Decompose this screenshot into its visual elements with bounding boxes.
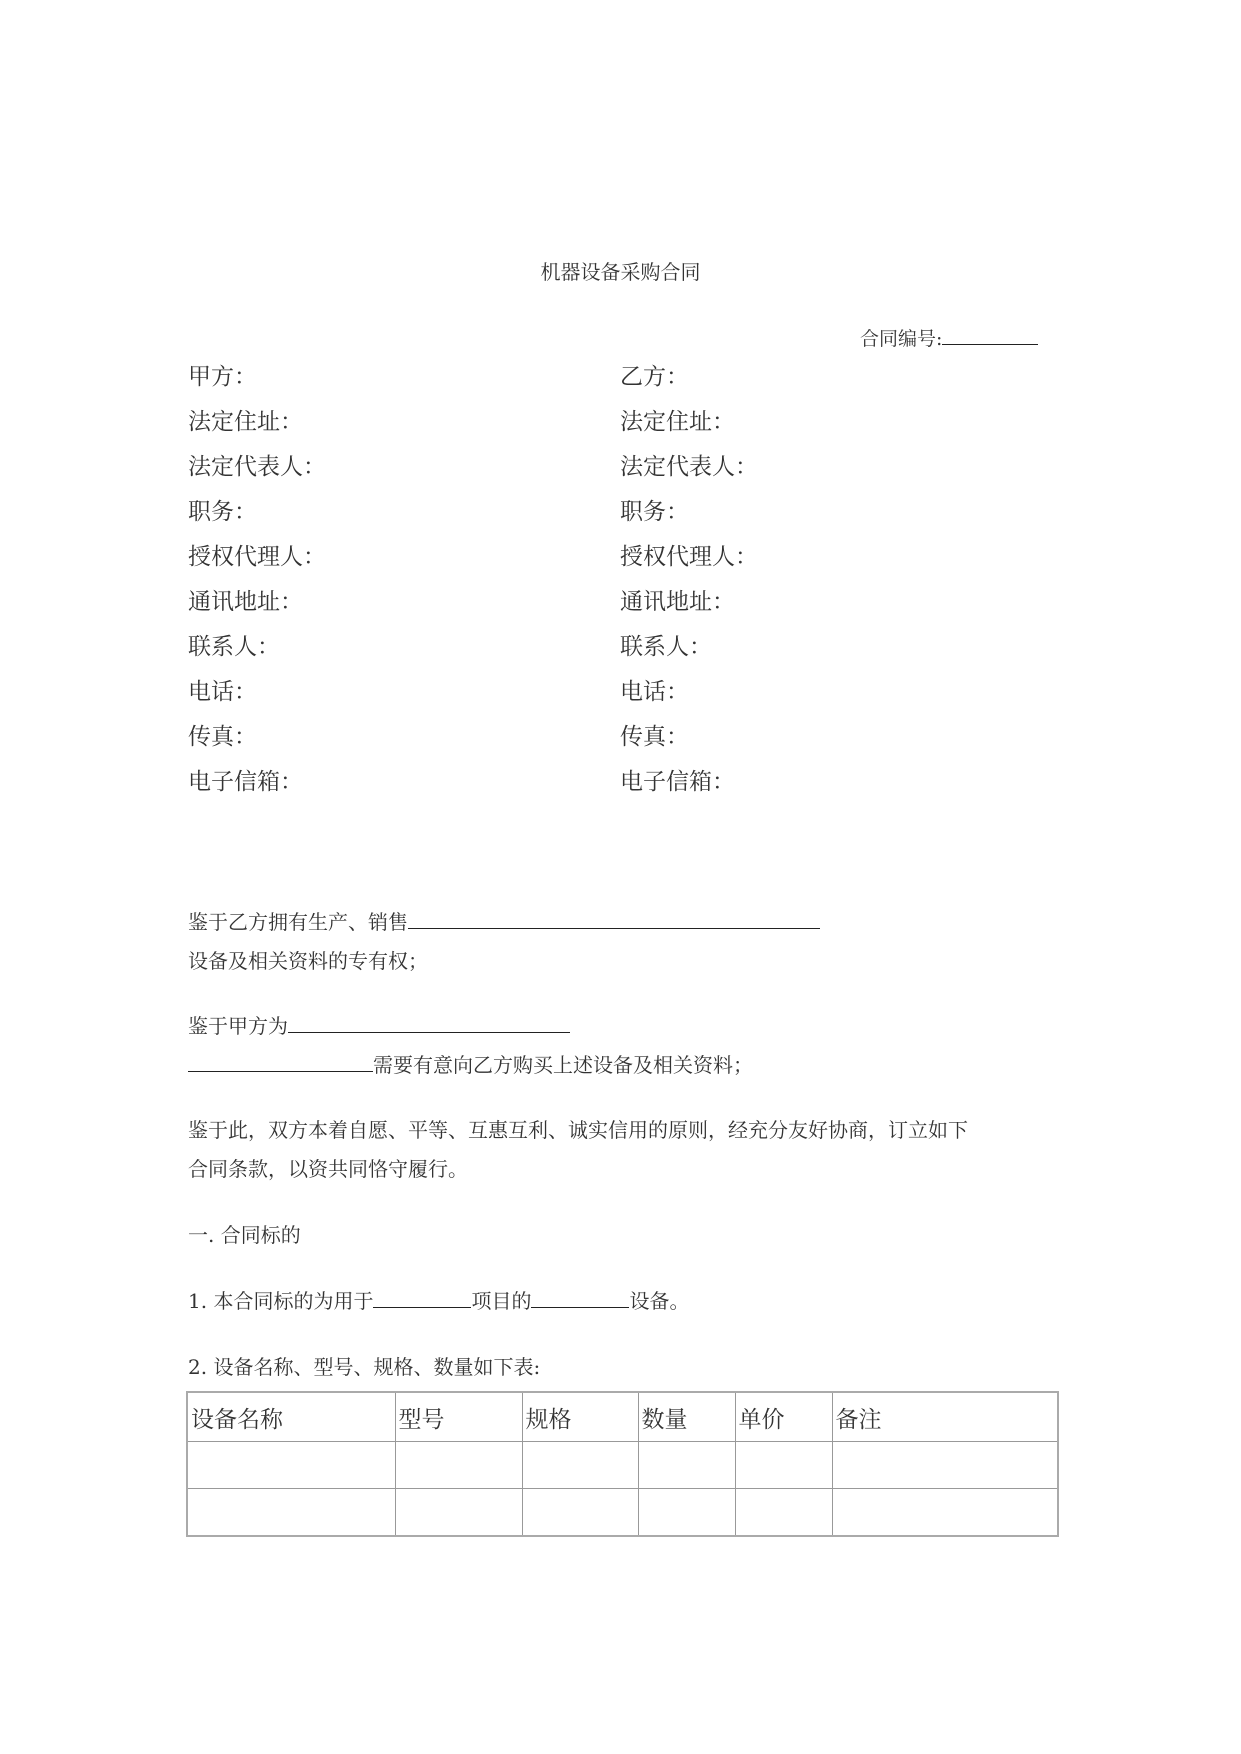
recital-2-suffix: 需要有意向乙方购买上述设备及相关资料；: [373, 1053, 753, 1077]
party-b-agent: 授权代理人：: [620, 544, 758, 570]
contract-number-label: 合同编号:: [860, 328, 943, 350]
clause-1: [188, 1285, 689, 1314]
table-header-row: [187, 1392, 1058, 1442]
party-a-position: 职务：: [188, 499, 257, 525]
party-a-fax: 传真：: [188, 724, 257, 750]
party-b-phone: 电话：: [620, 679, 689, 705]
clause-2: 2. 设备名称、型号、规格、数量如下表:: [188, 1355, 541, 1379]
party-a-phone: 电话：: [188, 679, 257, 705]
party-a-contact: 联系人：: [188, 634, 280, 660]
clause-1-part-1: 1. 本合同标的为用于: [188, 1289, 374, 1313]
party-a-address: 法定住址：: [188, 409, 303, 435]
contract-number: [860, 324, 1038, 351]
table-cell[interactable]: [638, 1442, 735, 1489]
header-equipment-name: 设备名称: [187, 1392, 395, 1442]
recital-2-purpose-blank[interactable]: [288, 1012, 570, 1033]
table-cell[interactable]: [832, 1442, 1058, 1489]
clause-1-project-blank[interactable]: [373, 1287, 471, 1308]
header-quantity: 数量: [638, 1392, 735, 1442]
recital-3-line-1: 鉴于此，双方本着自愿、平等、互惠互利、诚实信用的原则，经充分友好协商，订立如下: [188, 1118, 968, 1142]
table-cell[interactable]: [522, 1442, 638, 1489]
section-1-heading: 一. 合同标的: [188, 1223, 301, 1247]
recital-3-line-2: 合同条款，以资共同恪守履行。: [188, 1157, 468, 1181]
party-b-contact: 联系人：: [620, 634, 712, 660]
table-cell[interactable]: [395, 1442, 522, 1489]
header-unit-price: 单价: [735, 1392, 832, 1442]
party-a-email: 电子信箱：: [188, 769, 303, 795]
table-row: [187, 1489, 1058, 1537]
header-spec: 规格: [522, 1392, 638, 1442]
clause-1-part-3: 设备。: [629, 1289, 690, 1313]
table-cell[interactable]: [735, 1442, 832, 1489]
recital-1-line-2: 设备及相关资料的专有权；: [188, 949, 428, 973]
table-cell[interactable]: [638, 1489, 735, 1537]
party-a-agent: 授权代理人：: [188, 544, 326, 570]
recital-2-line-2: [188, 1049, 753, 1078]
recital-1-prefix: 鉴于乙方拥有生产、销售: [188, 910, 408, 934]
table-cell[interactable]: [187, 1489, 395, 1537]
header-model: 型号: [395, 1392, 522, 1442]
document-title: 机器设备采购合同: [540, 260, 701, 284]
recital-2-continuation-blank[interactable]: [188, 1051, 373, 1072]
clause-1-equipment-blank[interactable]: [531, 1287, 629, 1308]
recital-1-line-1: [188, 906, 820, 935]
equipment-table: [186, 1391, 1059, 1537]
party-b-legal-rep: 法定代表人：: [620, 454, 758, 480]
party-b-position: 职务：: [620, 499, 689, 525]
table-cell[interactable]: [187, 1442, 395, 1489]
clause-1-part-2: 项目的: [471, 1289, 532, 1313]
table-cell[interactable]: [522, 1489, 638, 1537]
table-cell[interactable]: [832, 1489, 1058, 1537]
recital-1-product-blank[interactable]: [408, 908, 820, 929]
table-cell[interactable]: [735, 1489, 832, 1537]
recital-2-prefix: 鉴于甲方为: [188, 1014, 288, 1038]
party-a-mail-address: 通讯地址：: [188, 589, 303, 615]
table-cell[interactable]: [395, 1489, 522, 1537]
party-b-name: 乙方：: [620, 364, 689, 390]
header-remarks: 备注: [832, 1392, 1058, 1442]
table-row: [187, 1442, 1058, 1489]
party-b-mail-address: 通讯地址：: [620, 589, 735, 615]
party-b-fax: 传真：: [620, 724, 689, 750]
party-b-email: 电子信箱：: [620, 769, 735, 795]
party-b-address: 法定住址：: [620, 409, 735, 435]
party-a-legal-rep: 法定代表人：: [188, 454, 326, 480]
party-a-name: 甲方：: [188, 364, 257, 390]
contract-number-blank[interactable]: [942, 324, 1038, 345]
recital-2-line-1: [188, 1010, 570, 1039]
